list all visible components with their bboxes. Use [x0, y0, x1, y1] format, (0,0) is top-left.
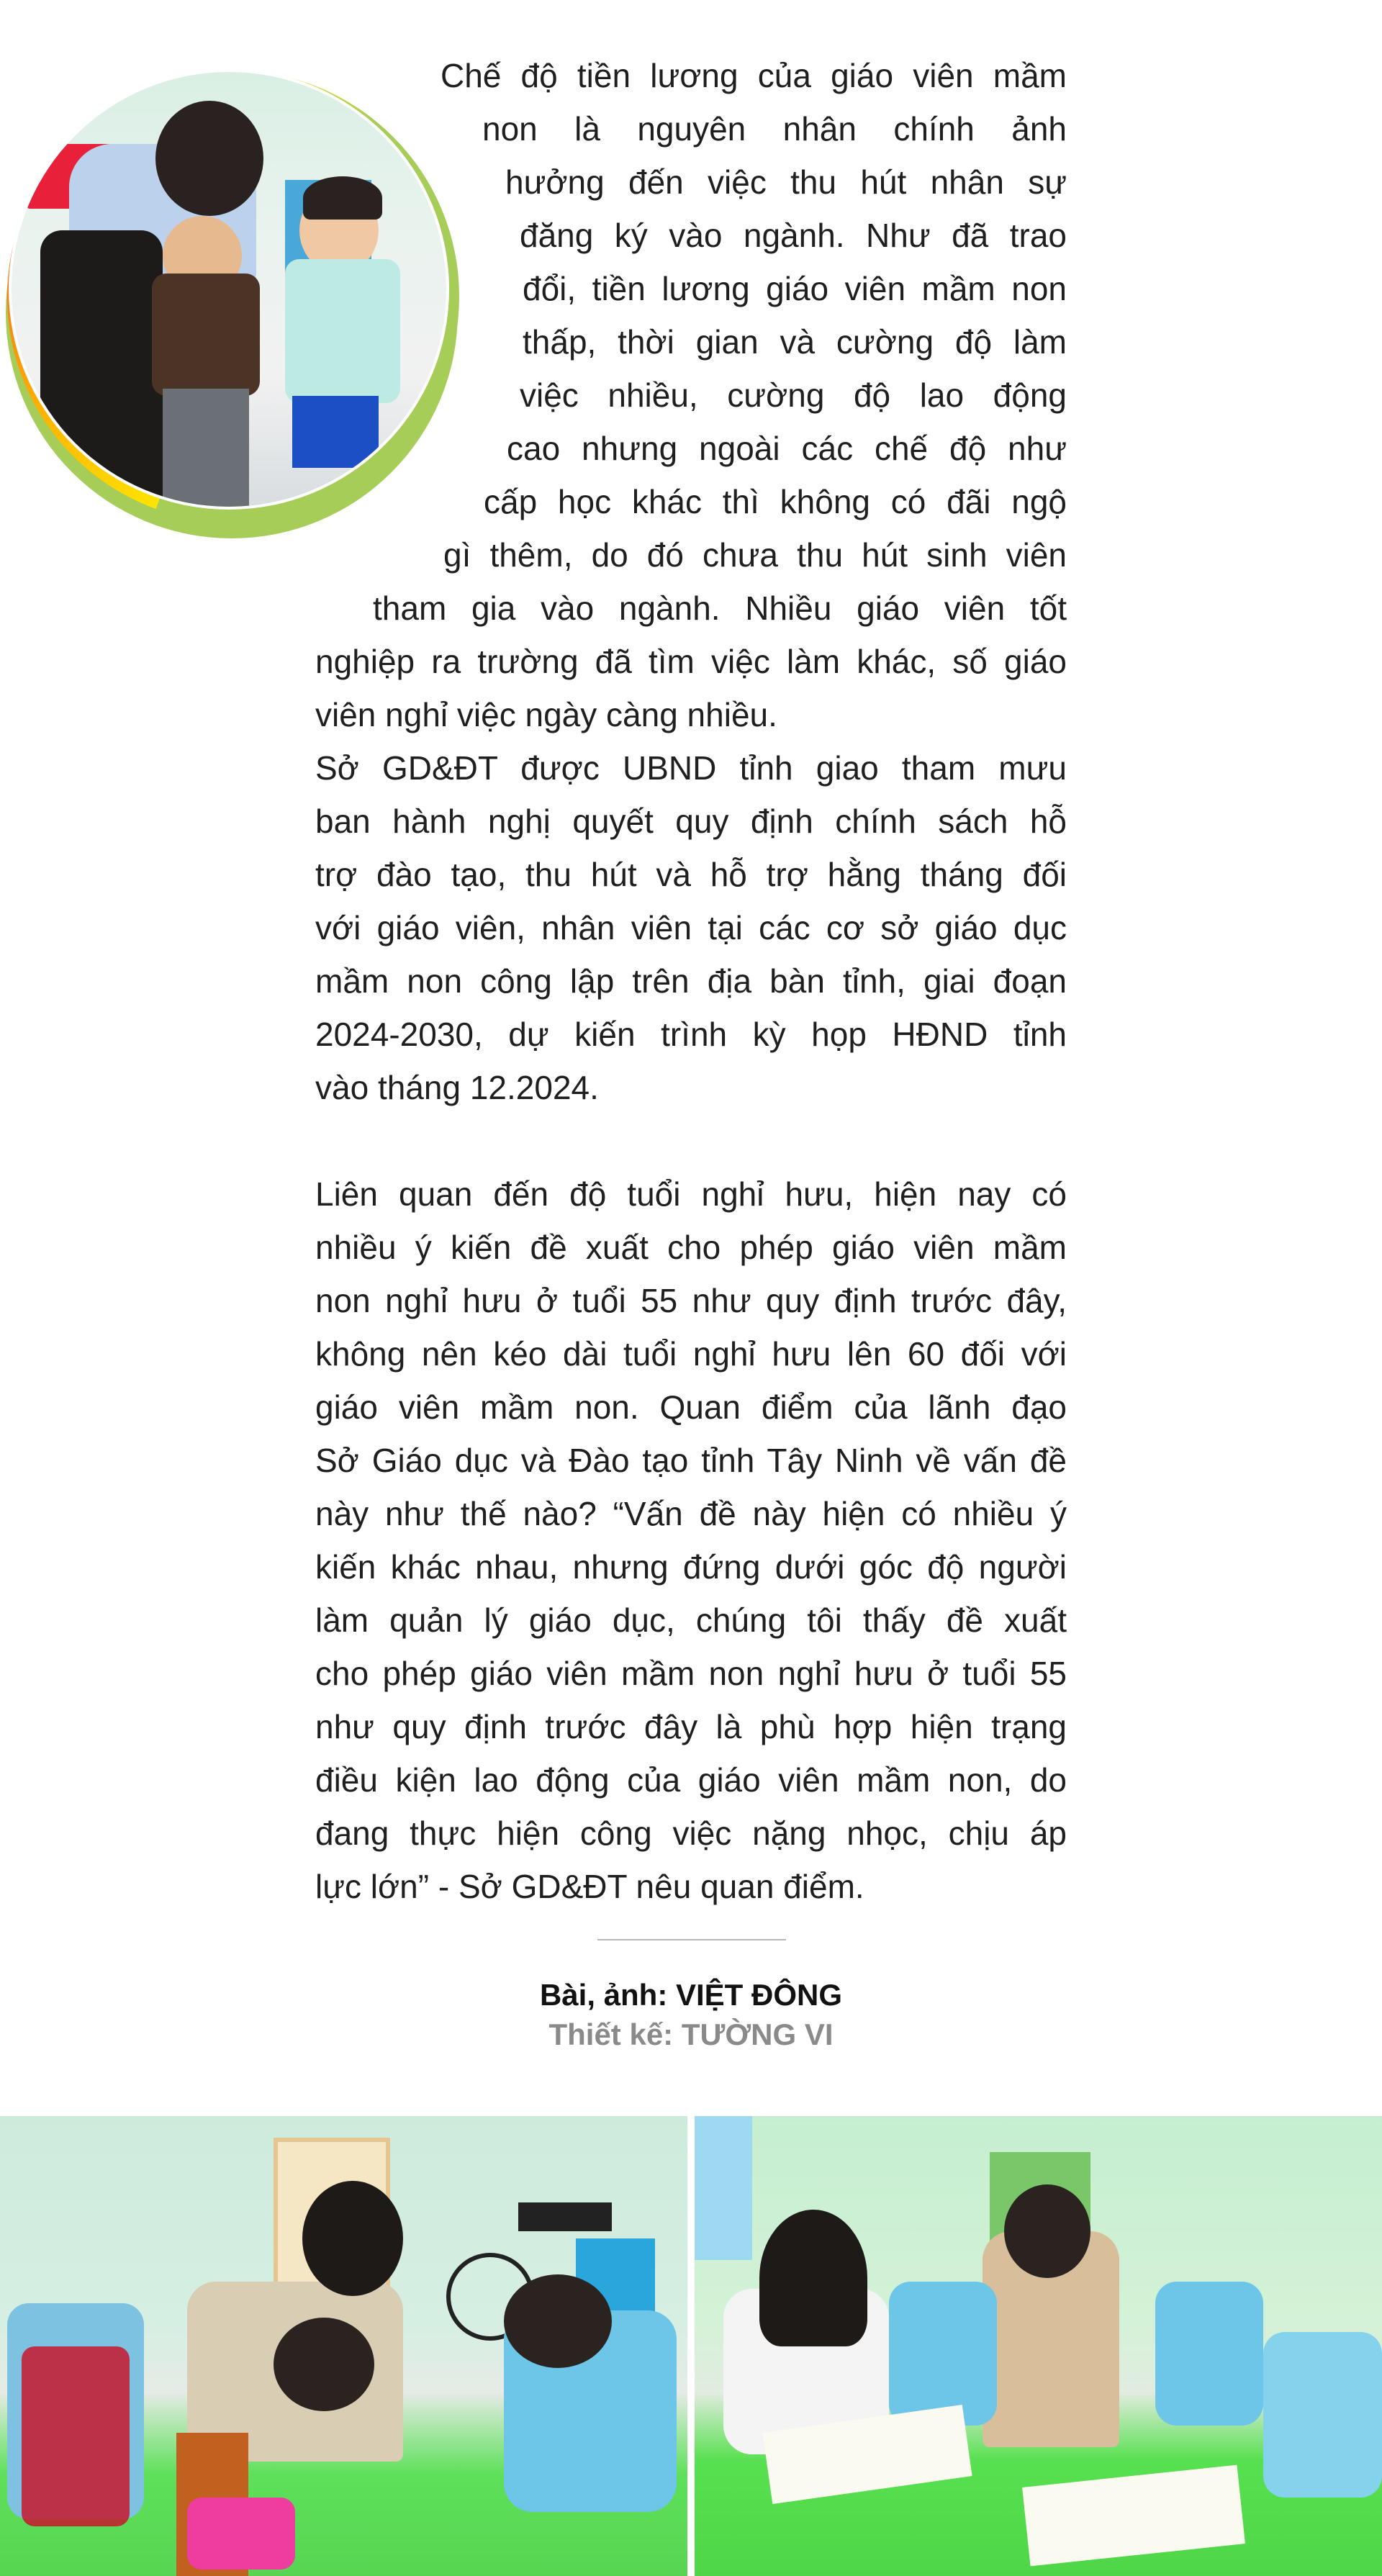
girl-shorts-shape [292, 396, 379, 468]
teacher-hair-shape [155, 101, 263, 216]
paragraph-line: đổi, tiền lương giáo viên mầm non [523, 270, 1067, 307]
paragraph-line: không nên kéo dài tuổi nghỉ hưu lên 60 đối với [315, 1335, 1067, 1373]
girl-hair-shape [303, 176, 382, 220]
circle-photo [12, 72, 446, 507]
paragraph-line: Liên quan đến độ tuổi nghỉ hưu, hiện nay có [315, 1175, 1067, 1213]
boy-shirt-shape [152, 274, 260, 396]
paragraph-line: 2024-2030, dự kiến trình kỳ họp HĐND tỉnh [315, 1016, 1067, 1053]
paragraph-line: vào tháng 12.2024. [315, 1069, 599, 1106]
window-shape [695, 2116, 752, 2260]
boy-right-hair-shape [504, 2274, 612, 2368]
teacher-hair-shape [302, 2181, 403, 2296]
paragraph-line: làm quản lý giáo dục, chúng tôi thấy đề xuất [315, 1601, 1067, 1639]
girl-shirt-shape [285, 259, 400, 403]
credits-divider [597, 1939, 786, 1940]
red-chair-shape [22, 2346, 130, 2526]
paragraph-line: non nghỉ hưu ở tuổi 55 như quy định trước đây, [315, 1282, 1067, 1319]
paragraph-line: kiến khác nhau, nhưng đứng dưới góc độ người [315, 1548, 1067, 1586]
paragraph-line: này như thế nào? “Vấn đề này hiện có nhiều ý [315, 1495, 1067, 1532]
paragraph-line: ban hành nghị quyết quy định chính sách hỗ [315, 803, 1067, 840]
paragraph-line: mầm non công lập trên địa bàn tỉnh, giai đoạn [315, 962, 1067, 1000]
girl-hair-shape [759, 2210, 867, 2346]
design-credit: Thiết kế: TƯỜNG VI [548, 2017, 834, 2051]
paragraph-line: đang thực hiện công việc nặng nhọc, chịu áp [315, 1815, 1067, 1852]
paragraph-line: đăng ký vào ngành. Như đã trao [520, 217, 1067, 254]
paragraph-line: tham gia vào ngành. Nhiều giáo viên tốt [373, 589, 1067, 627]
paragraph-line: non là nguyên nhân chính ảnh [482, 110, 1067, 148]
bottom-right-photo [695, 2116, 1382, 2576]
pink-basket-shape [187, 2498, 295, 2570]
paragraph-line: việc nhiều, cường độ lao động [520, 376, 1067, 414]
open-book-shape [1022, 2465, 1245, 2567]
author-credit: Bài, ảnh: VIỆT ĐÔNG [539, 1978, 843, 2012]
paragraph-line: Sở Giáo dục và Đào tạo tỉnh Tây Ninh về vấn đề [315, 1442, 1067, 1479]
paragraph-line: thấp, thời gian và cường độ làm [523, 323, 1067, 361]
math-sign-shape [518, 2202, 612, 2231]
boy-right-shirt-shape [1155, 2282, 1263, 2426]
boy-center-hair-shape [274, 2318, 374, 2411]
paragraph-line: cho phép giáo viên mầm non nghỉ hưu ở tuổi 55 [315, 1655, 1067, 1692]
paragraph-line: Sở GD&ĐT được UBND tỉnh giao tham mưu [315, 749, 1067, 787]
paragraph-line: viên nghỉ việc ngày càng nhiều. [315, 696, 777, 733]
paragraph-line: cấp học khác thì không có đãi ngộ [484, 483, 1067, 520]
boy-jeans-shape [163, 389, 249, 507]
paragraph-line: điều kiện lao động của giáo viên mầm non, do [315, 1761, 1067, 1799]
teacher-hair-shape [1004, 2184, 1090, 2278]
paragraph-line: hưởng đến việc thu hút nhân sự [505, 163, 1067, 201]
paragraph-line: lực lớn” - Sở GD&ĐT nêu quan điểm. [315, 1868, 864, 1905]
paragraph-line: trợ đào tạo, thu hút và hỗ trợ hằng tháng đối [315, 856, 1067, 893]
paragraph-line: nhiều ý kiến đề xuất cho phép giáo viên mầm [315, 1229, 1067, 1266]
circle-photo-frame [0, 58, 461, 547]
paragraph-line: gì thêm, do đó chưa thu hút sinh viên [443, 536, 1067, 574]
paragraph-line: như quy định trước đây là phù hợp hiện trạng [315, 1708, 1067, 1745]
paragraph-line: Chế độ tiền lương của giáo viên mầm [441, 57, 1067, 94]
paragraph-line: với giáo viên, nhân viên tại các cơ sở giáo dục [315, 909, 1067, 946]
paragraph-line: nghiệp ra trường đã tìm việc làm khác, số giáo [315, 643, 1067, 680]
paragraph-line: cao nhưng ngoài các chế độ như [507, 430, 1067, 467]
boy-blue-shirt-shape [889, 2282, 997, 2426]
boy-far-right-shirt-shape [1263, 2332, 1382, 2498]
bottom-left-photo [0, 2116, 687, 2576]
paragraph-line: giáo viên mầm non. Quan điểm của lãnh đạo [315, 1388, 1067, 1426]
teacher-pants-shape [40, 230, 163, 507]
